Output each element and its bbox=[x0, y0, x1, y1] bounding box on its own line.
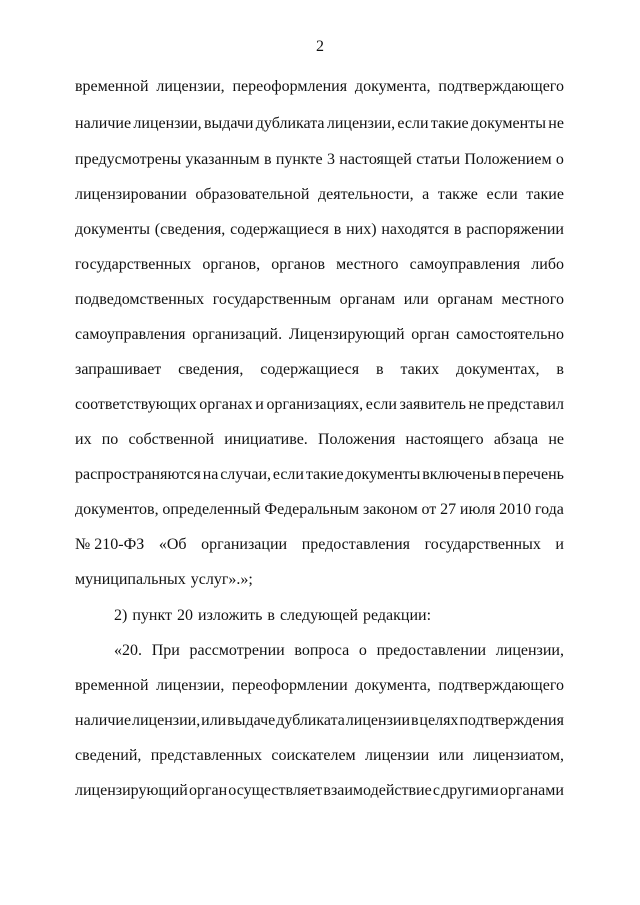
word: о bbox=[358, 642, 367, 659]
word: предоставления bbox=[301, 536, 410, 553]
word: них) bbox=[346, 221, 377, 238]
text-line bbox=[75, 290, 564, 310]
word: организациях, bbox=[266, 396, 364, 413]
word: местного bbox=[501, 291, 564, 308]
word: лицензии, bbox=[326, 115, 396, 132]
word: лицензии bbox=[365, 747, 430, 764]
word: на bbox=[202, 466, 219, 483]
word: «20. bbox=[114, 642, 142, 659]
word: случаи, bbox=[220, 466, 271, 483]
word: самостоятельно bbox=[456, 326, 564, 343]
word: услуг».»; bbox=[190, 571, 253, 588]
word: редакции: bbox=[363, 607, 432, 624]
word: наличие bbox=[75, 712, 132, 729]
word: определенный bbox=[162, 501, 261, 518]
word: если bbox=[486, 186, 518, 203]
word: лицензии, bbox=[156, 677, 225, 694]
word: подтверждающего bbox=[438, 78, 564, 95]
word: если bbox=[397, 115, 429, 132]
word: предоставлении bbox=[376, 642, 487, 659]
word: настоящей bbox=[339, 151, 412, 168]
word: сведений, bbox=[75, 747, 142, 764]
word: При bbox=[151, 642, 180, 659]
word: в bbox=[263, 151, 272, 168]
word: лицензиатом, bbox=[473, 747, 564, 764]
word: документов, bbox=[75, 501, 159, 518]
word: временной bbox=[75, 677, 149, 694]
word: соответствующих bbox=[75, 396, 197, 413]
word: следующей bbox=[279, 607, 359, 624]
word: не bbox=[468, 396, 485, 413]
word: органам bbox=[437, 291, 493, 308]
word: заявитель bbox=[399, 396, 466, 413]
word: лицензировании bbox=[75, 186, 187, 203]
word: организаций. bbox=[192, 326, 283, 343]
word: соискателем bbox=[271, 747, 356, 764]
word: в bbox=[267, 607, 275, 624]
word: абзаца bbox=[493, 431, 539, 448]
text-line bbox=[75, 535, 564, 555]
word: подтверждения bbox=[459, 712, 564, 729]
word: распространяются bbox=[75, 466, 201, 483]
word: наличие bbox=[75, 115, 132, 132]
text-line bbox=[75, 325, 564, 345]
word: с bbox=[432, 782, 440, 799]
word: государственных bbox=[424, 536, 541, 553]
word: документы bbox=[75, 221, 151, 238]
word: а bbox=[422, 186, 430, 203]
word: подтверждающего bbox=[438, 677, 564, 694]
word: подведомственных bbox=[75, 291, 205, 308]
word: органах bbox=[199, 396, 253, 413]
text-line bbox=[75, 185, 564, 205]
word: документа, bbox=[355, 677, 431, 694]
word: дубликата bbox=[255, 115, 325, 132]
word: переоформлении bbox=[231, 677, 348, 694]
word: лицензии bbox=[345, 712, 411, 729]
page-number: 2 bbox=[316, 38, 324, 55]
text-line bbox=[75, 255, 564, 275]
word: в bbox=[333, 221, 342, 238]
text-line bbox=[75, 77, 564, 97]
word: инициативе. bbox=[224, 431, 308, 448]
word: образовательной bbox=[195, 186, 310, 203]
text-line bbox=[75, 781, 564, 801]
word: 20 bbox=[177, 607, 194, 624]
word: организации bbox=[201, 536, 288, 553]
word: настоящего bbox=[405, 431, 484, 448]
word: такие bbox=[430, 115, 469, 132]
text-line bbox=[75, 676, 564, 696]
word: их bbox=[75, 431, 92, 448]
word: в bbox=[376, 361, 384, 378]
word: статьи bbox=[416, 151, 461, 168]
word: самоуправления bbox=[409, 256, 521, 273]
word: самоуправления bbox=[75, 326, 186, 343]
word: органам bbox=[339, 291, 396, 308]
text-line bbox=[75, 746, 564, 766]
word: дубликата bbox=[276, 712, 345, 729]
word: и bbox=[255, 396, 264, 413]
word: органами bbox=[499, 782, 564, 799]
word: или bbox=[438, 747, 464, 764]
word: представленных bbox=[150, 747, 263, 764]
word: в bbox=[410, 712, 419, 729]
word: либо bbox=[531, 256, 564, 273]
word: «Об bbox=[158, 536, 187, 553]
word: законом bbox=[362, 501, 418, 518]
word: от bbox=[421, 501, 437, 518]
word: взаимодействие bbox=[323, 782, 432, 799]
text-line bbox=[75, 150, 564, 170]
word: собственной bbox=[128, 431, 215, 448]
text-line bbox=[75, 570, 564, 590]
text-line bbox=[75, 711, 564, 731]
word: лицензирующий bbox=[75, 782, 188, 799]
text-line bbox=[75, 430, 564, 450]
word: орган bbox=[188, 782, 228, 799]
word: документах, bbox=[455, 361, 540, 378]
word: в bbox=[556, 361, 564, 378]
word: если bbox=[272, 466, 304, 483]
text-line bbox=[114, 641, 564, 661]
word: если bbox=[365, 396, 397, 413]
word: 2010 bbox=[499, 501, 532, 518]
word: муниципальных bbox=[75, 571, 186, 588]
text-line bbox=[75, 114, 564, 134]
word: 2) bbox=[114, 607, 128, 624]
word: лицензии, bbox=[156, 78, 225, 95]
word: таких bbox=[400, 361, 440, 378]
word: в bbox=[493, 466, 501, 483]
word: указанным bbox=[185, 151, 260, 168]
text-line bbox=[75, 360, 564, 380]
word: лицензии, bbox=[131, 712, 201, 729]
word: местного bbox=[336, 256, 399, 273]
word: содержащиеся bbox=[260, 361, 360, 378]
word: Лицензирующий bbox=[288, 326, 405, 343]
word: также bbox=[437, 186, 478, 203]
word: года bbox=[534, 501, 564, 518]
word: содержащиеся bbox=[230, 221, 329, 238]
word: органов bbox=[271, 256, 325, 273]
word: лицензии, bbox=[495, 642, 564, 659]
word: изложить bbox=[198, 607, 263, 624]
word: предусмотрены bbox=[75, 151, 182, 168]
word: осуществляет bbox=[228, 782, 323, 799]
word: документы bbox=[470, 115, 546, 132]
word: документы bbox=[345, 466, 421, 483]
word: Положения bbox=[317, 431, 396, 448]
word: органов, bbox=[202, 256, 261, 273]
word: не bbox=[548, 431, 564, 448]
word: не bbox=[548, 115, 564, 132]
word: и bbox=[555, 536, 564, 553]
word: деятельности, bbox=[317, 186, 414, 203]
word: июля bbox=[459, 501, 496, 518]
word: такие bbox=[526, 186, 564, 203]
word: (сведения, bbox=[154, 221, 226, 238]
word: государственных bbox=[75, 256, 192, 273]
word: вопроса bbox=[294, 642, 350, 659]
word: такие bbox=[305, 466, 344, 483]
word: лицензии, bbox=[133, 115, 202, 132]
word: о bbox=[555, 151, 564, 168]
word: пункте bbox=[275, 151, 323, 168]
word: пункт bbox=[132, 607, 173, 624]
word: переоформления bbox=[232, 78, 348, 95]
word: выдачи bbox=[203, 115, 254, 132]
word: орган bbox=[411, 326, 450, 343]
word: запрашивает bbox=[75, 361, 162, 378]
word: в bbox=[453, 221, 462, 238]
word: сведения, bbox=[178, 361, 244, 378]
word: распоряжении bbox=[466, 221, 564, 238]
word: документа, bbox=[354, 78, 431, 95]
word: представил bbox=[486, 396, 564, 413]
text-line bbox=[114, 606, 564, 626]
word: государственным bbox=[212, 291, 332, 308]
text-line bbox=[75, 220, 564, 240]
text-line bbox=[75, 465, 564, 485]
word: выдаче bbox=[227, 712, 276, 729]
word: или bbox=[403, 291, 429, 308]
word: перечень bbox=[502, 466, 564, 483]
word: 27 bbox=[440, 501, 457, 518]
word: по bbox=[101, 431, 119, 448]
word: Положением bbox=[464, 151, 552, 168]
word: № 210-ФЗ bbox=[75, 536, 145, 553]
word: или bbox=[201, 712, 227, 729]
word: находятся bbox=[381, 221, 450, 238]
word: временной bbox=[75, 78, 149, 95]
word: другими bbox=[441, 782, 499, 799]
word: 3 bbox=[326, 151, 335, 168]
word: Федеральным bbox=[264, 501, 360, 518]
word: рассмотрении bbox=[189, 642, 285, 659]
text-line bbox=[75, 500, 564, 520]
text-line bbox=[75, 395, 564, 415]
word: целях bbox=[419, 712, 459, 729]
word: включены bbox=[422, 466, 492, 483]
